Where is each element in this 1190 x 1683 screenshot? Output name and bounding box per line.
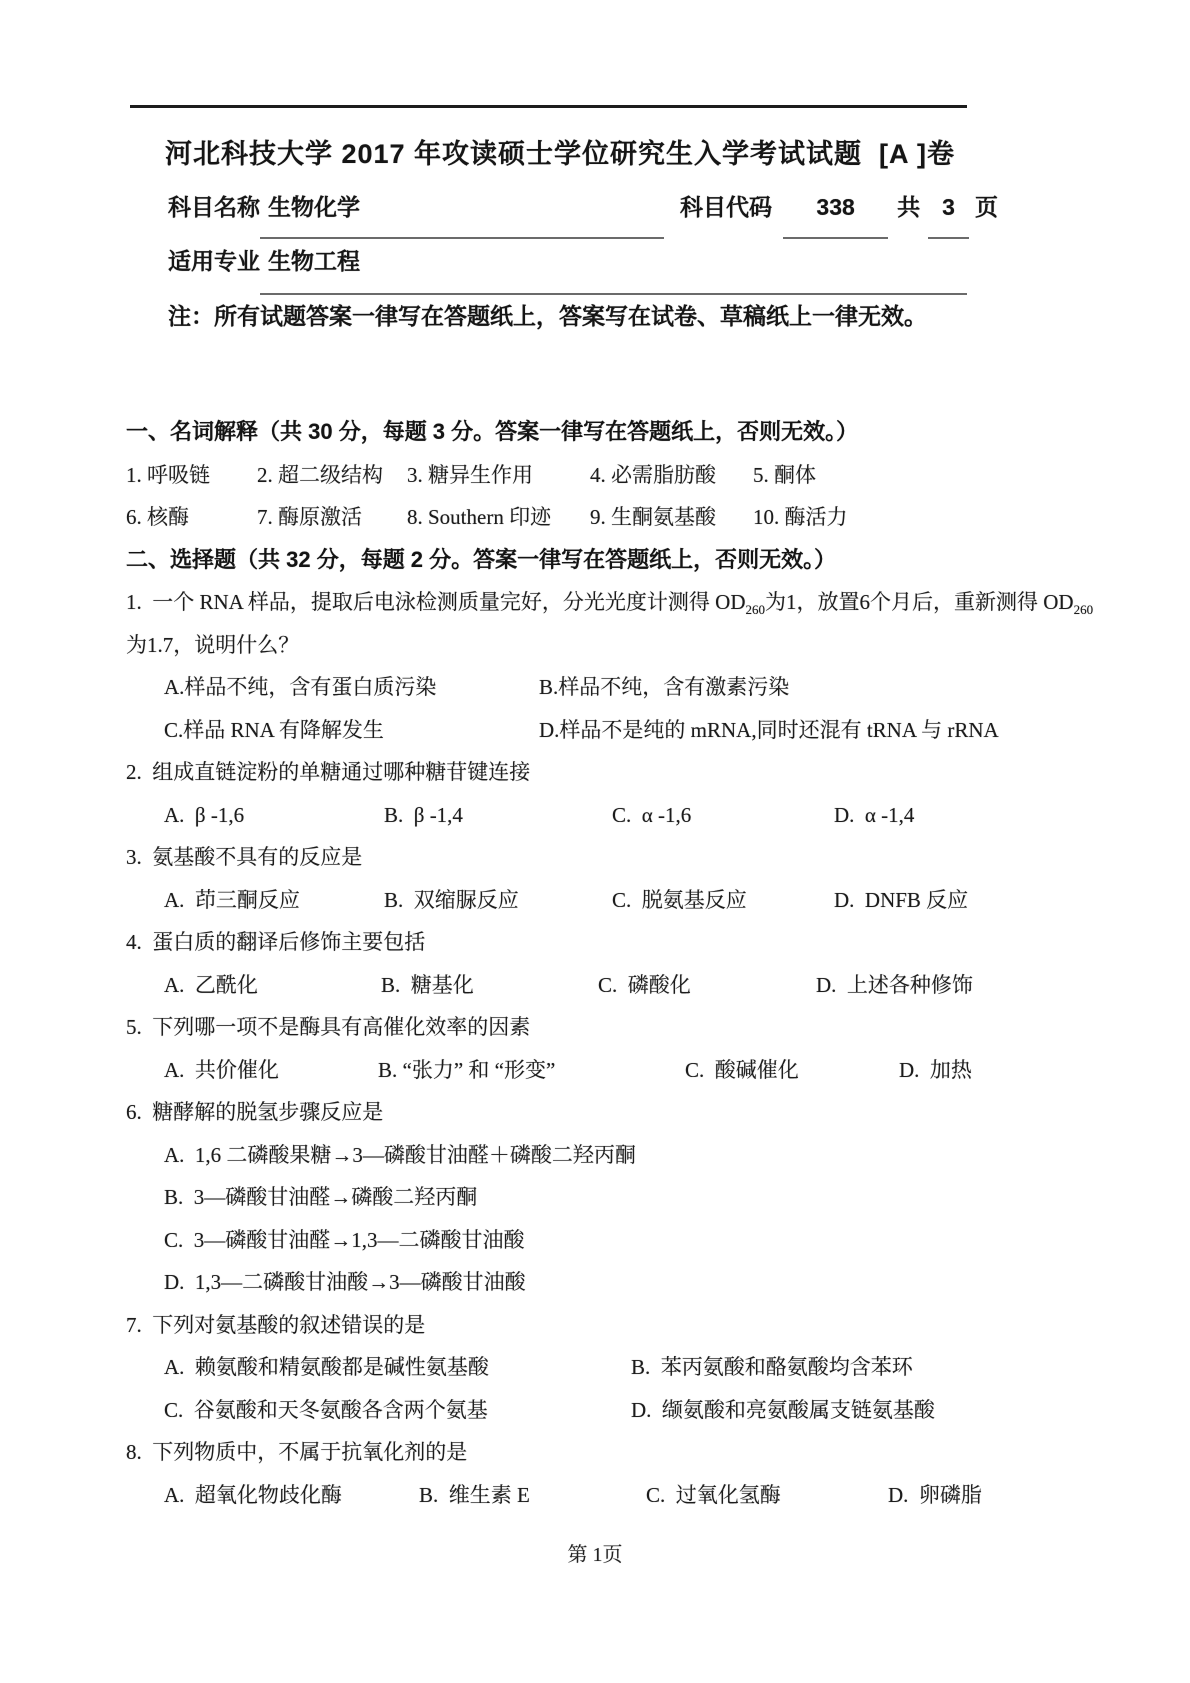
term-4: 4. 必需脂肪酸 xyxy=(590,462,716,487)
question-6-option-d: D. 1,3—二磷酸甘油酸→3—磷酸甘油酸 xyxy=(164,1270,526,1294)
question-2-option-c: C. α -1,6 xyxy=(612,802,692,827)
term-1: 1. 呼吸链 xyxy=(126,462,210,487)
question-1-option-d: D.样品不是纯的 mRNA,同时还混有 tRNA 与 rRNA xyxy=(539,717,999,742)
question-1-option-c: C.样品 RNA 有降解发生 xyxy=(164,717,384,742)
total-pages-value: 3 xyxy=(928,192,969,239)
question-7-options-row-1 xyxy=(126,1346,971,1389)
question-8-option-b: B. 维生素 E xyxy=(419,1482,530,1507)
question-1-stem-pre: 1. 一个 RNA 样品，提取后电泳检测质量完好，分光光度计测得 OD xyxy=(126,590,746,614)
term-7: 7. 酶原激活 xyxy=(257,505,362,529)
question-5-option-a: A. 共价催化 xyxy=(164,1057,279,1082)
total-pages-label: 共 xyxy=(897,194,921,220)
page-unit-label: 页 xyxy=(975,194,999,220)
question-1-option-b: B.样品不纯，含有激素污染 xyxy=(539,675,790,699)
major-meta-row xyxy=(168,246,968,295)
section-1-heading: 一、名词解释（共 30 分，每题 3 分。答案一律写在答题纸上，否则无效。） xyxy=(126,419,859,444)
question-7-option-d: D. 缬氨酸和亮氨酸属支链氨基酸 xyxy=(631,1397,935,1422)
question-6-option-c: C. 3—磷酸甘油醛→1,3—二磷酸甘油酸 xyxy=(164,1227,525,1252)
question-1-stem-line-2: 为1.7，说明什么？ xyxy=(126,632,300,657)
question-4-option-b: B. 糖基化 xyxy=(381,972,474,997)
question-4-stem: 4. 蛋白质的翻译后修饰主要包括 xyxy=(126,930,426,954)
question-1-stem-mid: 为1，放置6个月后，重新测得 OD xyxy=(765,590,1074,614)
question-6-stem: 6. 糖酵解的脱氢步骤反应是 xyxy=(126,1100,384,1124)
question-5-option-d: D. 加热 xyxy=(899,1057,972,1082)
question-7-option-a: A. 赖氨酸和精氨酸都是碱性氨基酸 xyxy=(164,1355,489,1379)
term-9: 9. 生酮氨基酸 xyxy=(590,505,716,529)
question-4-option-a: A. 乙酰化 xyxy=(164,972,258,997)
question-8-option-d: D. 卵磷脂 xyxy=(888,1482,982,1507)
subject-meta-row xyxy=(168,192,998,239)
term-5: 5. 酮体 xyxy=(753,462,816,487)
od-subscript: 260 xyxy=(1073,602,1094,618)
question-2-option-a: A. β -1,6 xyxy=(164,802,245,827)
question-2-option-d: D. α -1,4 xyxy=(834,802,915,827)
question-7-option-c: C. 谷氨酸和天冬氨酸各含两个氨基 xyxy=(164,1397,488,1422)
question-6-option-b: B. 3—磷酸甘油醛→磷酸二羟丙酮 xyxy=(164,1185,478,1209)
major-value: 生物工程 xyxy=(260,246,967,295)
question-5-options xyxy=(126,1049,971,1092)
question-6-option-a: A. 1,6 二磷酸果糖→3—磷酸甘油醛＋磷酸二羟丙酮 xyxy=(164,1142,636,1167)
term-2: 2. 超二级结构 xyxy=(257,462,383,487)
question-2-option-b: B. β -1,4 xyxy=(384,802,463,827)
section-1-terms-row-2 xyxy=(126,496,971,539)
exam-body xyxy=(126,411,1094,1516)
od-subscript: 260 xyxy=(745,602,766,618)
question-3-stem: 3. 氨基酸不具有的反应是 xyxy=(126,845,363,869)
term-6: 6. 核酶 xyxy=(126,505,189,529)
question-1-option-a: A.样品不纯，含有蛋白质污染 xyxy=(164,675,437,699)
question-4-options xyxy=(126,964,971,1007)
question-2-stem: 2. 组成直链淀粉的单糖通过哪种糖苷键连接 xyxy=(126,760,531,784)
section-2-heading: 二、选择题（共 32 分，每题 2 分。答案一律写在答题纸上，否则无效。） xyxy=(126,546,837,572)
question-8-option-a: A. 超氧化物歧化酶 xyxy=(164,1482,342,1507)
question-4-option-c: C. 磷酸化 xyxy=(598,972,691,997)
major-label: 适用专业 xyxy=(168,248,260,274)
header-top-rule xyxy=(130,105,967,108)
question-7-option-b: B. 苯丙氨酸和酪氨酸均含苯环 xyxy=(631,1355,913,1379)
question-5-stem: 5. 下列哪一项不是酶具有高催化效率的因素 xyxy=(126,1015,531,1039)
question-5-option-b: B. “张力” 和 “形变” xyxy=(378,1057,556,1082)
question-1-stem-line-1 xyxy=(126,581,1094,624)
question-8-options xyxy=(126,1474,982,1517)
page-number: 第 1页 xyxy=(567,1544,623,1566)
question-8-stem: 8. 下列物质中，不属于抗氧化剂的是 xyxy=(126,1440,468,1464)
subject-name-value: 生物化学 xyxy=(260,192,664,239)
question-3-option-c: C. 脱氨基反应 xyxy=(612,887,747,912)
question-7-options-row-2 xyxy=(126,1389,971,1432)
section-1-terms-row-1 xyxy=(126,454,971,497)
question-3-options xyxy=(126,879,971,922)
subject-code-label: 科目代码 xyxy=(680,194,773,220)
question-3-option-b: B. 双缩脲反应 xyxy=(384,887,519,912)
page-title: 河北科技大学 2017 年攻读硕士学位研究生入学考试试题 [A ]卷 xyxy=(164,139,956,169)
question-5-option-c: C. 酸碱催化 xyxy=(685,1057,799,1082)
exam-note: 注：所有试题答案一律写在答题纸上，答案写在试卷、草稿纸上一律无效。 xyxy=(168,303,927,329)
term-8: 8. Southern 印迹 xyxy=(407,505,552,529)
term-10: 10. 酶活力 xyxy=(753,505,848,529)
question-8-option-c: C. 过氧化氢酶 xyxy=(646,1482,781,1507)
question-3-option-a: A. 茚三酮反应 xyxy=(164,887,300,912)
question-7-stem: 7. 下列对氨基酸的叙述错误的是 xyxy=(126,1312,426,1337)
question-2-options xyxy=(126,794,971,837)
question-4-option-d: D. 上述各种修饰 xyxy=(816,972,973,997)
question-3-option-d: D. DNFB 反应 xyxy=(834,887,969,912)
term-3: 3. 糖异生作用 xyxy=(407,462,533,487)
question-1-options-row-2 xyxy=(126,709,999,752)
question-1-options-row-1 xyxy=(126,666,971,709)
subject-code-value: 338 xyxy=(783,192,888,239)
subject-name-label: 科目名称 xyxy=(168,194,260,220)
